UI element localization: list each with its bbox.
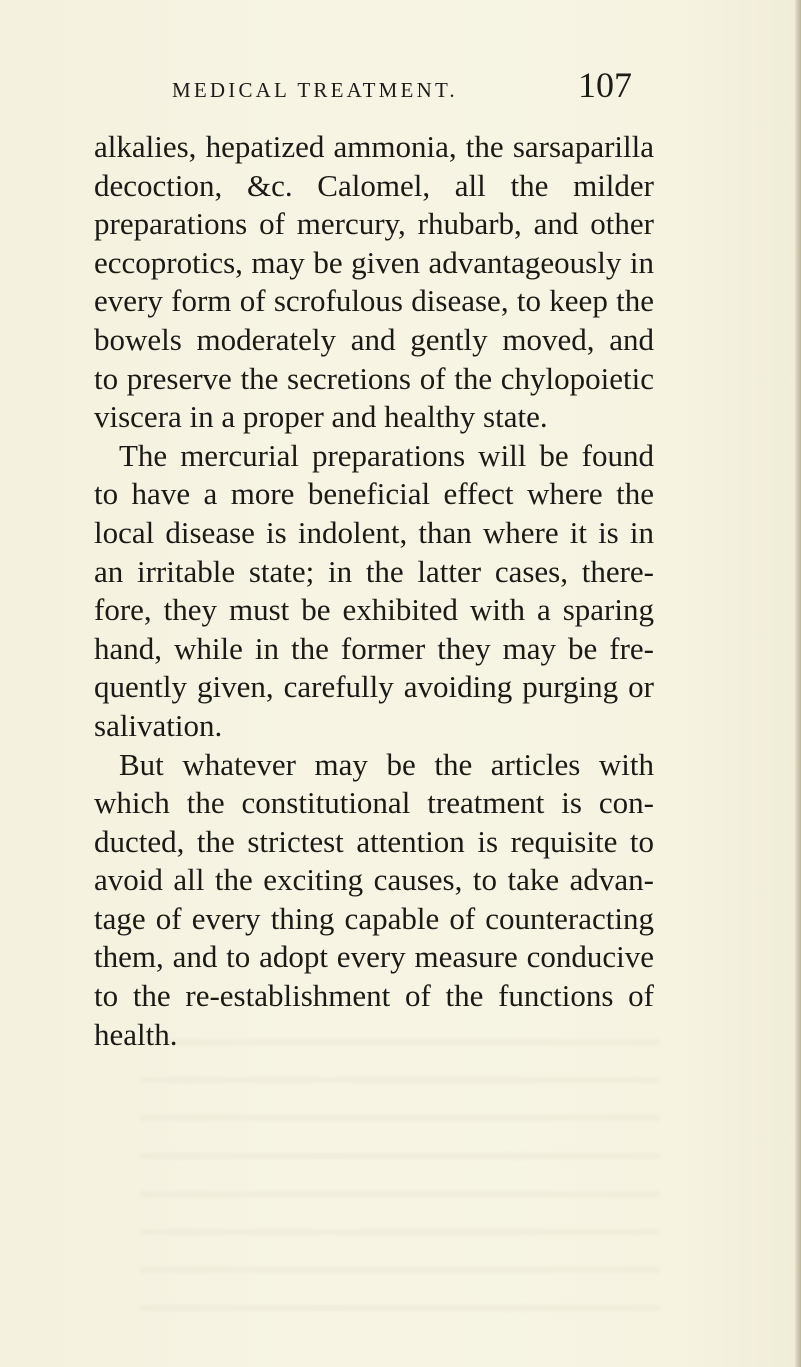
text-line: which the constitutional treatment is con-: [94, 785, 654, 821]
text-line: to the re-establishment of the functions of: [94, 978, 654, 1014]
text-line: an irritable state; in the latter cases, there-: [94, 553, 654, 589]
text-line: to preserve the secretions of the chylopoietic: [94, 360, 654, 396]
text-line: avoid all the exciting causes, to take advan-: [94, 862, 654, 898]
page-header: [0, 60, 801, 110]
text-line: every form of scrofulous disease, to keep the: [94, 283, 654, 319]
text-line: ducted, the strictest attention is requisite to: [94, 823, 654, 859]
text-line: alkalies, hepatized ammonia, the sarsaparilla: [94, 129, 654, 164]
show-through-texture: [140, 1020, 660, 1320]
body-text: [94, 128, 654, 1054]
text-line: viscera in a proper and healthy state.: [94, 399, 548, 435]
text-line: tage of every thing capable of counteracting: [94, 900, 654, 936]
text-line: fore, they must be exhibited with a sparing: [94, 592, 654, 628]
text-line: health.: [94, 1016, 178, 1052]
text-line: them, and to adopt every measure conducive: [94, 939, 654, 975]
text-line: quently given, carefully avoiding purging or: [94, 669, 654, 705]
running-head: MEDICAL TREATMENT.: [172, 78, 458, 102]
text-line: salivation.: [94, 707, 223, 743]
text-line: preparations of mercury, rhubarb, and other: [94, 206, 654, 242]
text-line: bowels moderately and gently moved, and: [94, 321, 654, 357]
text-line: hand, while in the former they may be fre-: [94, 630, 654, 666]
paragraph-start-line: The mercurial preparations will be found: [119, 437, 654, 473]
page-number: 107: [578, 65, 632, 105]
text-line: eccoprotics, may be given advantageously in: [94, 244, 654, 280]
paragraph-start-line: But whatever may be the articles with: [119, 746, 654, 782]
text-line: to have a more beneficial effect where the: [94, 476, 654, 512]
text-line: decoction, &c. Calomel, all the milder: [94, 167, 654, 203]
page-edge: [795, 0, 801, 1367]
text-line: local disease is indolent, than where it is in: [94, 514, 654, 550]
